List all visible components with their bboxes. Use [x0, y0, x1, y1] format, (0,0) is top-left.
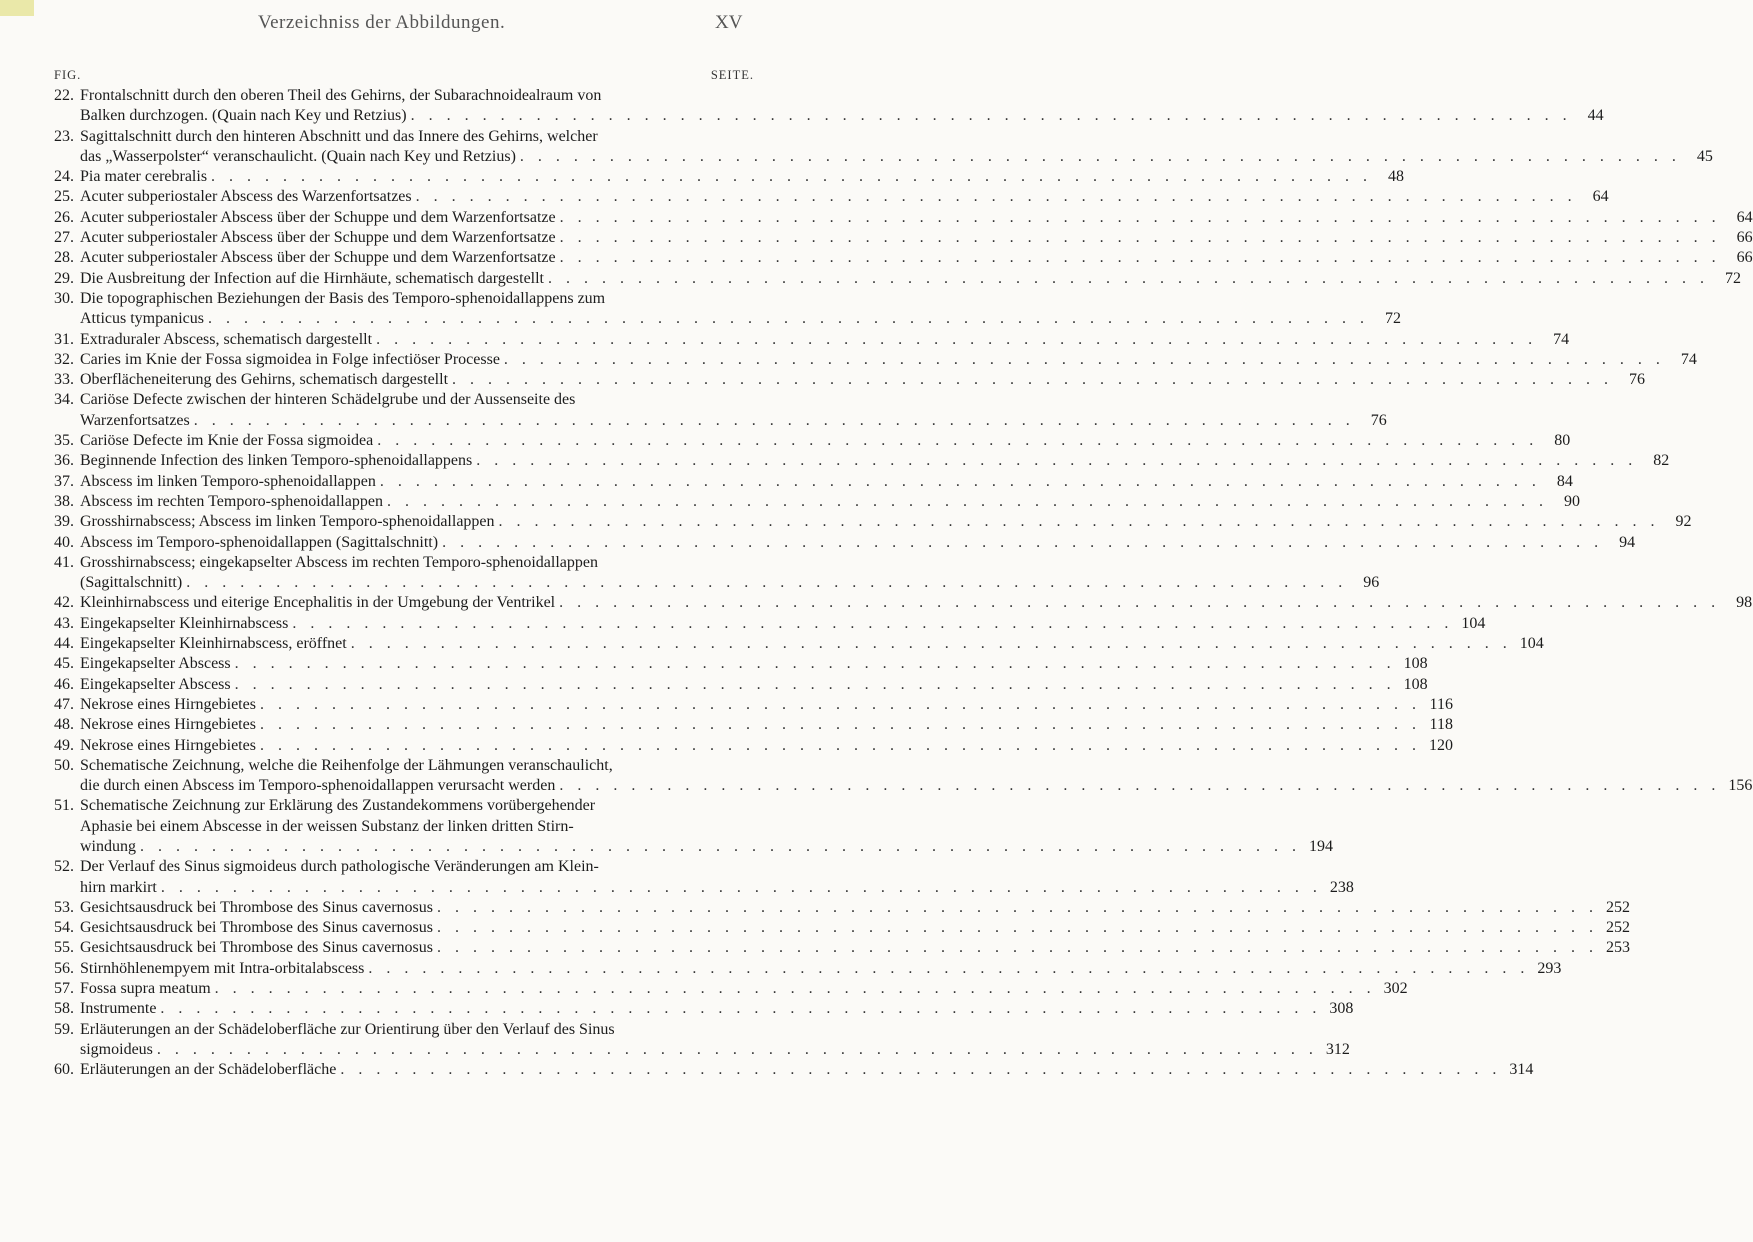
- page-reference: 108: [1403, 675, 1428, 693]
- caption-final-line: [80, 106, 1604, 126]
- figure-entry: [54, 127, 1713, 168]
- caption-line: Cariöse Defecte zwischen der hinteren Schädelgrube und der Aussenseite des: [80, 391, 576, 409]
- figure-entry: [54, 1060, 1534, 1080]
- caption-final-line: [80, 228, 1753, 248]
- caption-line: Kleinhirnabscess und eiterige Encephalitis in der Umgebung der Ventrikel: [80, 594, 556, 612]
- caption-final-line: [80, 999, 1353, 1019]
- caption-line: Abscess im linken Temporo-sphenoidallappen: [80, 472, 376, 490]
- figure-caption: [80, 492, 1580, 512]
- caption-final-line: [80, 1060, 1533, 1080]
- leader-dots: [260, 715, 1421, 735]
- caption-line: Instrumente: [80, 1000, 157, 1018]
- page-reference: 98: [1736, 594, 1753, 612]
- figure-entry: [54, 654, 1428, 674]
- figure-number: 35.: [54, 432, 74, 450]
- leader-dots: [368, 959, 1529, 979]
- figure-number: 39.: [54, 513, 74, 531]
- figure-caption: [80, 533, 1635, 553]
- figure-number: 22.: [54, 87, 74, 104]
- figure-entry: [54, 228, 1753, 248]
- figure-entry: [54, 918, 1630, 938]
- caption-line: das „Wasserpolster“ veranschaulicht. (Quain nach Key und Retzius): [80, 147, 516, 165]
- figure-entry: [54, 898, 1630, 918]
- leader-dots: [160, 999, 1321, 1019]
- figure-caption: [80, 857, 1354, 898]
- figure-entry: [54, 289, 1401, 330]
- page-reference: 74: [1553, 330, 1570, 348]
- figure-number: 28.: [54, 249, 74, 267]
- figure-entry: [54, 695, 1453, 715]
- figure-number: 34.: [54, 391, 74, 409]
- figure-caption: [80, 654, 1428, 674]
- figure-number: 44.: [54, 635, 74, 653]
- figure-number: 29.: [54, 269, 74, 287]
- caption-line: Pia mater cerebralis: [80, 168, 208, 186]
- leader-dots: [548, 269, 1709, 289]
- caption-line: Beginnende Infection des linken Temporo-sphenoidallappens: [80, 452, 473, 470]
- figure-number: 56.: [54, 959, 74, 977]
- figure-entry: [54, 553, 1380, 594]
- page-reference: 252: [1605, 898, 1630, 916]
- figure-caption: [80, 634, 1544, 654]
- caption-line: Fossa supra meatum: [80, 980, 211, 998]
- page-reference: 48: [1388, 168, 1405, 186]
- figure-number: 27.: [54, 229, 74, 247]
- leader-dots: [211, 167, 1372, 187]
- figure-entry: [54, 208, 1753, 228]
- figure-entry: [54, 472, 1573, 492]
- figure-caption: [80, 695, 1453, 715]
- page-reference: 64: [1592, 188, 1609, 206]
- caption-final-line: [80, 330, 1569, 350]
- figure-caption: [80, 390, 1387, 431]
- caption-line: Eingekapselter Kleinhirnabscess: [80, 614, 289, 632]
- leader-dots: [260, 736, 1421, 756]
- leader-dots: [377, 431, 1538, 451]
- figure-caption: [80, 1060, 1533, 1080]
- caption-final-line: [80, 614, 1485, 634]
- figure-entry: [54, 533, 1636, 553]
- page-reference: 84: [1556, 472, 1573, 490]
- figure-number: 46.: [54, 675, 74, 693]
- caption-final-line: [80, 309, 1401, 329]
- figure-entry: [54, 715, 1453, 735]
- leader-dots: [161, 878, 1322, 898]
- figure-caption: [80, 979, 1408, 999]
- page-reference: 74: [1680, 350, 1697, 368]
- caption-final-line: [80, 411, 1387, 431]
- page-reference: 64: [1736, 208, 1753, 226]
- caption-final-line: [80, 512, 1692, 532]
- leader-dots: [452, 370, 1613, 390]
- caption-line: Eingekapselter Abscess: [80, 655, 231, 673]
- figure-caption: [80, 167, 1404, 187]
- caption-final-line: [80, 634, 1544, 654]
- figure-entry: [54, 167, 1405, 187]
- page-reference: 314: [1509, 1061, 1534, 1079]
- caption-line: (Sagittalschnitt): [80, 574, 183, 592]
- page-reference: 76: [1370, 411, 1387, 429]
- leader-dots: [260, 695, 1421, 715]
- figure-entry: [54, 634, 1544, 654]
- caption-line: Warzenfortsatzes: [80, 411, 190, 429]
- page-reference: 94: [1619, 533, 1636, 551]
- caption-final-line: [80, 776, 1752, 796]
- leader-dots: [235, 654, 1396, 674]
- leader-dots: [499, 512, 1660, 532]
- caption-line: Erläuterungen an der Schädeloberfläche zur Orientirung über den Verlauf des Sinus: [80, 1020, 615, 1038]
- page-reference: 194: [1309, 837, 1333, 855]
- caption-final-line: [80, 878, 1354, 898]
- leader-dots: [376, 330, 1537, 350]
- figure-entry: [54, 390, 1387, 431]
- figure-entry: [54, 431, 1571, 451]
- caption-line: Acuter subperiostaler Abscess über der Schuppe und dem Warzenfortsatze: [80, 229, 556, 247]
- leader-dots: [476, 451, 1637, 471]
- page-reference: 76: [1629, 371, 1646, 389]
- column-heading-fig: FIG.: [54, 68, 82, 82]
- caption-line: Frontalschnitt durch den oberen Theil des Gehirns, der Subarachnoidealraum von: [80, 87, 602, 104]
- figure-entry: [54, 86, 1604, 127]
- figure-number: 30.: [54, 289, 74, 307]
- caption-line: Balken durchzogen. (Quain nach Key und Retzius): [80, 107, 407, 125]
- figure-entry: [54, 187, 1609, 207]
- figure-caption: [80, 86, 1604, 127]
- page-reference: 66: [1736, 229, 1753, 247]
- caption-line: Oberflächeneiterung des Gehirns, schematisch dargestellt: [80, 371, 449, 389]
- figure-caption: [80, 208, 1753, 228]
- figure-entry: [54, 492, 1580, 512]
- caption-final-line: [80, 675, 1428, 695]
- caption-final-line: [80, 593, 1752, 613]
- page-reference: 156: [1728, 777, 1753, 795]
- leader-dots: [380, 472, 1541, 492]
- caption-final-line: [80, 959, 1561, 979]
- figure-entry: [54, 938, 1630, 958]
- figure-number: 53.: [54, 898, 74, 916]
- caption-line: Acuter subperiostaler Abscess über der Schuppe und dem Warzenfortsatze: [80, 249, 556, 267]
- page-reference: 72: [1384, 310, 1401, 328]
- figure-entry: [54, 979, 1408, 999]
- page-reference: 253: [1605, 939, 1630, 957]
- leader-dots: [437, 898, 1598, 918]
- figure-number: 59.: [54, 1020, 74, 1038]
- figure-caption: [80, 269, 1741, 289]
- caption-line: Nekrose eines Hirngebietes: [80, 716, 256, 734]
- figure-number: 57.: [54, 980, 74, 998]
- figure-caption: [80, 350, 1697, 370]
- leader-dots: [560, 228, 1721, 248]
- page-reference: 293: [1537, 959, 1562, 977]
- caption-line: Eingekapselter Abscess: [80, 675, 231, 693]
- caption-final-line: [80, 898, 1630, 918]
- caption-final-line: [80, 736, 1453, 756]
- page-reference: 252: [1605, 919, 1630, 937]
- caption-final-line: [80, 248, 1753, 268]
- caption-final-line: [80, 715, 1453, 735]
- caption-final-line: [80, 695, 1453, 715]
- figure-caption: [80, 553, 1379, 594]
- leader-dots: [351, 634, 1512, 654]
- caption-line: Grosshirnabscess; eingekapselter Abscess im rechten Temporo-sphenoidallappen: [80, 553, 598, 571]
- page-reference: 312: [1325, 1040, 1350, 1058]
- figure-caption: [80, 918, 1630, 938]
- caption-line: die durch einen Abscess im Temporo-sphenoidallappen verursacht werden: [80, 777, 556, 795]
- page-reference: 108: [1403, 655, 1428, 673]
- figure-number: 25.: [54, 188, 74, 206]
- figure-number: 54.: [54, 919, 74, 937]
- figure-entry: [54, 451, 1670, 471]
- column-heading-seite: SEITE.: [710, 68, 754, 82]
- figure-entry: [54, 959, 1562, 979]
- leader-dots: [208, 309, 1369, 329]
- caption-final-line: [80, 167, 1404, 187]
- caption-final-line: [80, 431, 1570, 451]
- figure-caption: [80, 999, 1353, 1019]
- figure-entry: [54, 512, 1692, 532]
- caption-line: Der Verlauf des Sinus sigmoideus durch pathologische Veränderungen am Klein-: [80, 858, 599, 876]
- leader-dots: [157, 1040, 1318, 1060]
- figure-number: 47.: [54, 695, 74, 713]
- figure-number: 55.: [54, 939, 74, 957]
- figure-number: 38.: [54, 492, 74, 510]
- page-reference: 66: [1736, 249, 1753, 267]
- page-reference: 308: [1329, 1000, 1354, 1018]
- running-head-page-number: XV: [715, 12, 743, 33]
- leader-dots: [560, 208, 1721, 228]
- figure-caption: [80, 614, 1485, 634]
- figure-caption: [80, 248, 1753, 268]
- figure-caption: [80, 289, 1401, 330]
- caption-line: Schematische Zeichnung zur Erklärung des Zustandekommens vorübergehender: [80, 797, 596, 815]
- figure-number: 51.: [54, 797, 74, 815]
- figure-caption: [80, 675, 1428, 695]
- caption-line: Gesichtsausdruck bei Thrombose des Sinus cavernosus: [80, 939, 433, 957]
- figure-caption: [80, 938, 1630, 958]
- figure-entry: [54, 614, 1486, 634]
- page-reference: 302: [1383, 980, 1408, 998]
- leader-dots: [442, 533, 1603, 553]
- figure-caption: [80, 715, 1453, 735]
- figure-caption: [80, 228, 1753, 248]
- figure-number: 52.: [54, 858, 74, 876]
- page-reference: 45: [1696, 147, 1713, 165]
- leader-dots: [520, 147, 1681, 167]
- figure-caption: [80, 959, 1561, 979]
- caption-final-line: [80, 472, 1573, 492]
- page-reference: 72: [1725, 269, 1741, 287]
- caption-line: Caries im Knie der Fossa sigmoidea in Folge infectiöser Processe: [80, 350, 500, 368]
- page-reference: 82: [1653, 452, 1670, 470]
- page-reference: 80: [1554, 432, 1571, 450]
- figure-caption: [80, 1020, 1350, 1061]
- figure-entry: [54, 999, 1354, 1019]
- figure-number: 45.: [54, 655, 74, 673]
- page-edge-mark: [0, 0, 34, 16]
- figure-entry: [54, 350, 1697, 370]
- figure-number: 24.: [54, 168, 74, 186]
- figure-number: 41.: [54, 553, 74, 571]
- figure-number: 50.: [54, 756, 74, 774]
- figure-caption: [80, 756, 1752, 797]
- caption-final-line: [80, 654, 1428, 674]
- figure-entry: [54, 248, 1753, 268]
- page-reference: 116: [1429, 695, 1453, 713]
- figure-caption: [80, 796, 1333, 857]
- caption-line: Stirnhöhlenempyem mit Intra-orbitalabscess: [80, 959, 365, 977]
- figure-number: 58.: [54, 1000, 74, 1018]
- figure-number: 40.: [54, 533, 74, 551]
- figure-caption: [80, 736, 1453, 756]
- leader-dots: [140, 837, 1301, 857]
- figure-entry: [54, 1020, 1350, 1061]
- caption-final-line: [80, 350, 1697, 370]
- figure-entry: [54, 675, 1428, 695]
- caption-line: Die topographischen Beziehungen der Basis des Temporo-sphenoidallappens zum: [80, 289, 606, 307]
- caption-final-line: [80, 918, 1630, 938]
- figure-entry: [54, 330, 1570, 350]
- leader-dots: [559, 776, 1720, 796]
- leader-dots: [194, 411, 1355, 431]
- figure-caption: [80, 431, 1570, 451]
- figure-caption: [80, 512, 1692, 532]
- caption-final-line: [80, 573, 1379, 593]
- caption-line: Abscess im rechten Temporo-sphenoidallappen: [80, 492, 383, 510]
- figure-number: 36.: [54, 452, 74, 470]
- figure-caption: [80, 898, 1630, 918]
- leader-dots: [416, 187, 1577, 207]
- page-reference: 118: [1429, 716, 1453, 734]
- caption-line: Eingekapselter Kleinhirnabscess, eröffnet: [80, 635, 347, 653]
- caption-final-line: [80, 187, 1609, 207]
- figure-entry: [54, 370, 1646, 390]
- figure-list: [54, 86, 1753, 1081]
- leader-dots: [411, 106, 1572, 126]
- caption-line: hirn markirt: [80, 878, 157, 896]
- figure-caption: [80, 187, 1609, 207]
- figure-number: 23.: [54, 127, 74, 145]
- page-reference: 120: [1428, 736, 1453, 754]
- figure-number: 42.: [54, 594, 74, 612]
- figure-number: 60.: [54, 1061, 74, 1079]
- figure-entry: [54, 796, 1333, 857]
- figure-entry: [54, 736, 1453, 756]
- caption-line: Die Ausbreitung der Infection auf die Hirnhäute, schematisch dargestellt: [80, 269, 544, 287]
- leader-dots: [387, 492, 1548, 512]
- caption-line: Schematische Zeichnung, welche die Reihenfolge der Lähmungen veranschaulicht,: [80, 756, 613, 774]
- page-reference: 104: [1519, 635, 1544, 653]
- caption-line: Aphasie bei einem Abscesse in der weissen Substanz der linken dritten Stirn-: [80, 817, 574, 835]
- leader-dots: [504, 350, 1665, 370]
- figure-caption: [80, 330, 1569, 350]
- leader-dots: [215, 979, 1376, 999]
- caption-line: Acuter subperiostaler Abscess über der Schuppe und dem Warzenfortsatze: [80, 208, 556, 226]
- page-reference: 104: [1461, 614, 1486, 632]
- figure-number: 43.: [54, 614, 74, 632]
- caption-line: Nekrose eines Hirngebietes: [80, 695, 256, 713]
- caption-final-line: [80, 208, 1753, 228]
- leader-dots: [235, 675, 1396, 695]
- caption-line: Gesichtsausdruck bei Thrombose des Sinus cavernosus: [80, 898, 433, 916]
- caption-line: sigmoideus: [80, 1040, 153, 1058]
- leader-dots: [186, 573, 1347, 593]
- caption-line: Grosshirnabscess; Abscess im linken Temporo-sphenoidallappen: [80, 513, 495, 531]
- caption-final-line: [80, 451, 1669, 471]
- figure-number: 49.: [54, 736, 74, 754]
- caption-final-line: [80, 837, 1333, 857]
- page-reference: 44: [1587, 107, 1604, 125]
- figure-number: 37.: [54, 472, 74, 490]
- figure-caption: [80, 593, 1752, 613]
- caption-line: windung: [80, 837, 136, 855]
- caption-line: Cariöse Defecte im Knie der Fossa sigmoidea: [80, 432, 374, 450]
- caption-final-line: [80, 370, 1645, 390]
- leader-dots: [559, 593, 1720, 613]
- figure-number: 26.: [54, 208, 74, 226]
- caption-line: Erläuterungen an der Schädeloberfläche: [80, 1061, 337, 1079]
- caption-line: Acuter subperiostaler Abscess des Warzenfortsatzes: [80, 188, 412, 206]
- page-reference: 92: [1675, 513, 1692, 531]
- leader-dots: [340, 1060, 1501, 1080]
- figure-number: 31.: [54, 330, 74, 348]
- caption-line: Gesichtsausdruck bei Thrombose des Sinus cavernosus: [80, 919, 433, 937]
- caption-line: Extraduraler Abscess, schematisch dargestellt: [80, 330, 373, 348]
- figure-entry: [54, 857, 1354, 898]
- figure-caption: [80, 370, 1645, 390]
- caption-final-line: [80, 938, 1630, 958]
- page-reference: 238: [1329, 878, 1354, 896]
- figure-entry: [54, 593, 1753, 613]
- figure-number: 48.: [54, 716, 74, 734]
- page-reference: 96: [1363, 574, 1380, 592]
- leader-dots: [560, 248, 1721, 268]
- caption-final-line: [80, 533, 1635, 553]
- caption-final-line: [80, 979, 1408, 999]
- figure-entry: [54, 269, 1741, 289]
- figure-number: 32.: [54, 350, 74, 368]
- running-head-title: Verzeichniss der Abbildungen.: [258, 12, 506, 33]
- caption-line: Nekrose eines Hirngebietes: [80, 736, 256, 754]
- caption-line: Atticus tympanicus: [80, 310, 204, 328]
- leader-dots: [292, 614, 1453, 634]
- figure-number: 33.: [54, 371, 74, 389]
- caption-final-line: [80, 147, 1713, 167]
- leader-dots: [437, 938, 1598, 958]
- figure-entry: [54, 756, 1753, 797]
- caption-line: Sagittalschnitt durch den hinteren Abschnitt und das Innere des Gehirns, welcher: [80, 127, 598, 145]
- figure-caption: [80, 472, 1573, 492]
- page-reference: 90: [1563, 492, 1580, 510]
- caption-line: Abscess im Temporo-sphenoidallappen (Sagittalschnitt): [80, 533, 439, 551]
- caption-final-line: [80, 492, 1580, 512]
- caption-final-line: [80, 269, 1741, 289]
- figure-caption: [80, 451, 1669, 471]
- figure-caption: [80, 127, 1713, 168]
- leader-dots: [437, 918, 1598, 938]
- caption-final-line: [80, 1040, 1350, 1060]
